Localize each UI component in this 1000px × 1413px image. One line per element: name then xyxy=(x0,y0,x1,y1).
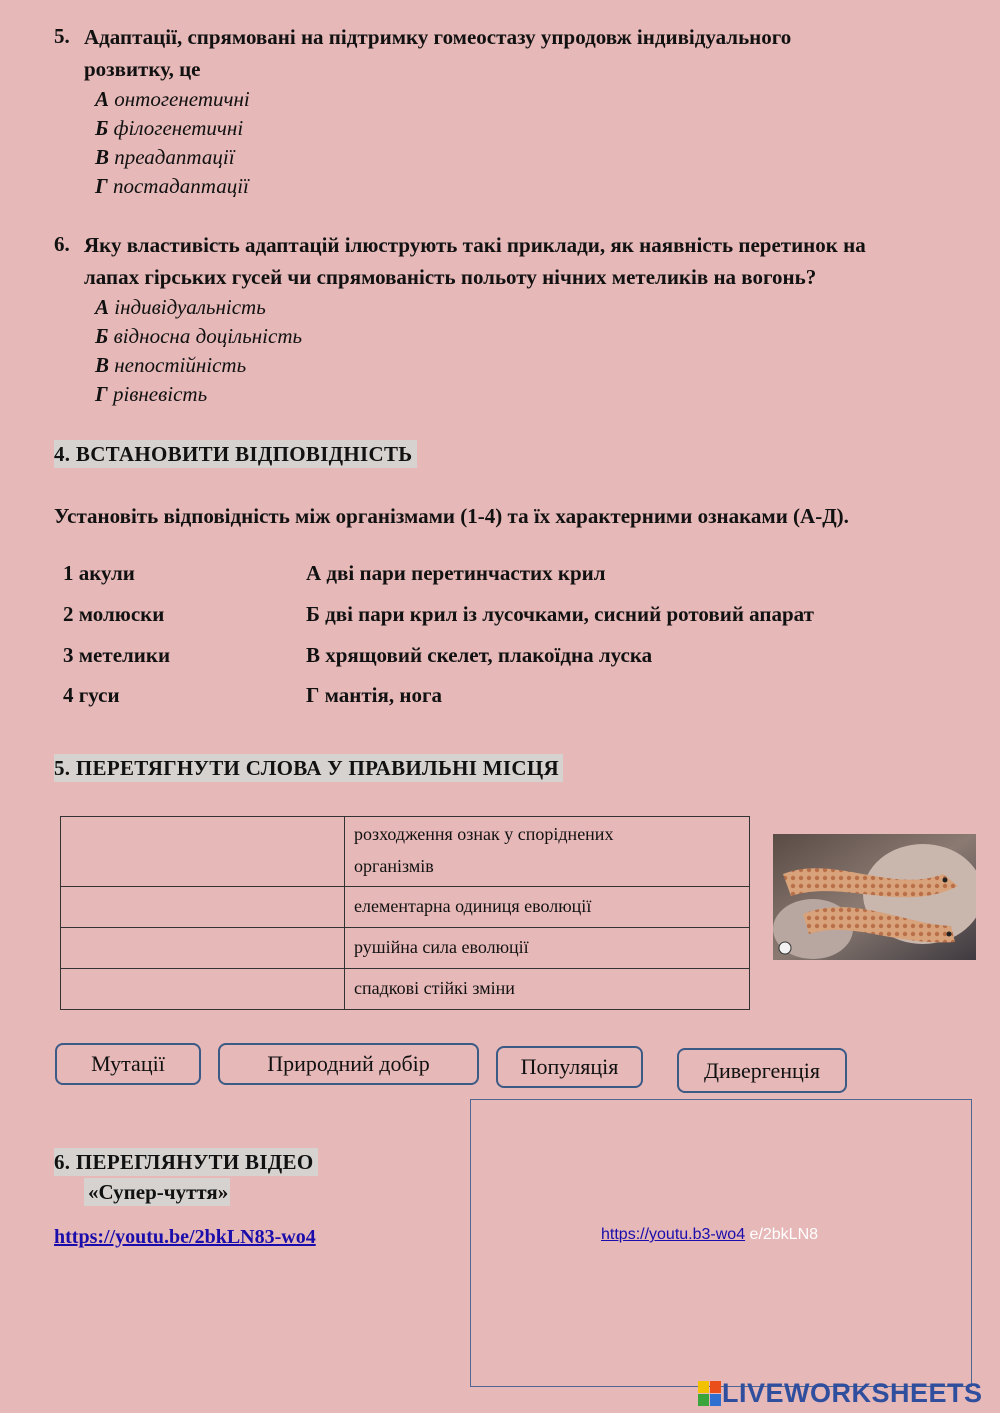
definition-text: організмів xyxy=(354,856,434,876)
table-row xyxy=(61,928,750,969)
question-text-line2: лапах гірських гусей чи спрямованість польоту нічних метеликів на вогонь? xyxy=(84,265,817,289)
snake-image xyxy=(773,834,976,960)
drop-zone[interactable] xyxy=(61,817,345,887)
match-right-item[interactable]: А дві пари перетинчастих крил xyxy=(306,561,606,585)
logo-mark-icon xyxy=(698,1381,722,1407)
match-right-item[interactable]: Б дві пари крил із лусочками, сисний ротовий апарат xyxy=(306,602,814,626)
liveworksheets-logo xyxy=(698,1378,983,1409)
definition-text: рушійна сила еволюції xyxy=(354,937,529,957)
word-chip-population[interactable]: Популяція xyxy=(496,1046,643,1088)
definition-cell xyxy=(345,817,750,887)
definition-text: спадкові стійкі зміни xyxy=(354,978,515,998)
video-link[interactable]: https://youtu.be/2bkLN83-wo4 xyxy=(54,1226,316,1248)
match-left-item[interactable]: 2 молюски xyxy=(63,602,165,626)
question-number: 5. xyxy=(54,24,70,48)
video-embed-box[interactable] xyxy=(470,1099,972,1387)
definition-text: елементарна одиниця еволюції xyxy=(354,896,592,916)
match-left-item[interactable]: 3 метелики xyxy=(63,643,171,667)
drop-zone[interactable] xyxy=(61,928,345,969)
section-5-title: 5. ПЕРЕТЯГНУТИ СЛОВА У ПРАВИЛЬНІ МІСЦЯ xyxy=(54,754,563,782)
matching-instruction: Установіть відповідність між організмами (1-4) та їх характерними ознаками (А-Д). xyxy=(54,504,849,528)
word-chip-divergence[interactable]: Дивергенція xyxy=(677,1048,847,1093)
table-row xyxy=(61,887,750,928)
question-number: 6. xyxy=(54,232,70,256)
section-4-title: 4. ВСТАНОВИТИ ВІДПОВІДНІСТЬ xyxy=(54,440,417,468)
match-left-item[interactable]: 1 акули xyxy=(63,561,135,585)
drop-table xyxy=(60,816,750,1010)
answer-option[interactable]: Г постадаптації xyxy=(95,174,249,198)
section-6-title: 6. ПЕРЕГЛЯНУТИ ВІДЕО xyxy=(54,1148,318,1176)
definition-cell xyxy=(345,928,750,969)
word-chip-natural-selection[interactable]: Природний добір xyxy=(218,1043,479,1085)
video-subtitle: «Супер-чуття» xyxy=(84,1178,230,1206)
logo-text: LIVEWORKSHEETS xyxy=(722,1378,983,1408)
answer-option[interactable]: В непостійність xyxy=(95,353,247,377)
question-text-line2: розвитку, це xyxy=(84,57,201,81)
answer-option[interactable]: А індивідуальність xyxy=(95,295,266,319)
question-text-line1: Адаптації, спрямовані на підтримку гомеостазу упродовж індивідуального xyxy=(84,25,792,49)
answer-option[interactable]: Г рівневість xyxy=(95,382,208,406)
drop-zone[interactable] xyxy=(61,969,345,1010)
video-box-link-tail: e/2bkLN8 xyxy=(745,1226,819,1243)
answer-option[interactable]: Б відносна доцільність xyxy=(95,324,303,348)
answer-option[interactable]: В преадаптації xyxy=(95,145,235,169)
definition-cell xyxy=(345,969,750,1010)
definition-cell xyxy=(345,887,750,928)
match-right-item[interactable]: Г мантія, нога xyxy=(306,683,443,707)
match-left-item[interactable]: 4 гуси xyxy=(63,683,120,707)
video-box-link-main[interactable]: https://youtu.b3-wo4 xyxy=(601,1226,746,1243)
word-chip-mutations[interactable]: Мутації xyxy=(55,1043,201,1085)
table-row xyxy=(61,969,750,1010)
definition-text: розходження ознак у споріднених xyxy=(354,824,614,844)
video-box-link[interactable] xyxy=(601,1226,818,1244)
drop-zone[interactable] xyxy=(61,887,345,928)
table-row xyxy=(61,817,750,887)
match-right-item[interactable]: В хрящовий скелет, плакоїдна луска xyxy=(306,643,653,667)
question-text-line1: Яку властивість адаптацій ілюструють такі приклади, як наявність перетинок на xyxy=(84,233,866,257)
answer-option[interactable]: Б філогенетичні xyxy=(95,116,244,140)
answer-option[interactable]: А онтогенетичні xyxy=(95,87,250,111)
